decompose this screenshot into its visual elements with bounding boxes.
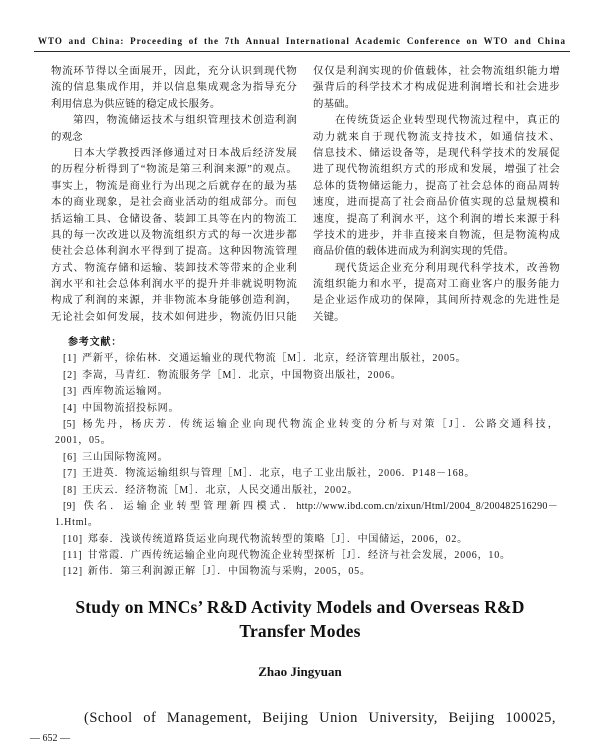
text-line: 总体的货物储运能力，提高了社会总体的商品周转 — [313, 180, 560, 192]
reference-line — [55, 532, 558, 548]
reference-item — [55, 368, 558, 384]
reference-text: 三山国际物流网。 — [82, 451, 169, 463]
reference-item — [55, 499, 558, 532]
text-line: 无论社会如何发展，技术如何进步，物流仍旧只能 — [51, 311, 297, 323]
reference-label: [11] — [63, 550, 83, 562]
reference-label: [4] — [63, 402, 78, 414]
reference-text: 佚名．运输企业转型管理新四模式．http://www.ibd.com.cn/zixun/Html/2004_8/200482516290－ — [80, 500, 558, 512]
text-line: 流的信息集成作用，并以信息集成观念为指导充分 — [51, 82, 297, 94]
text-line: 信息技术、储运设备等，是现代科学技术的发展促 — [313, 147, 560, 159]
text-line: 速度，进而提高了社会商品价值实现的总量规模和 — [313, 197, 560, 209]
reference-item — [55, 417, 558, 450]
reference-line — [55, 450, 558, 466]
paragraph — [313, 113, 560, 261]
text-line: 物流环节得以全面展开，因此，充分认识到现代物 — [51, 66, 297, 77]
reference-item — [55, 483, 558, 499]
reference-text: 2001，05。 — [55, 435, 112, 447]
text-line: 具的每一次改进以及物流组织方式的每一次进步都 — [51, 229, 297, 241]
text-line: 构成了利润的来源，并非物流本身能够创造利润， — [51, 295, 297, 307]
reference-line — [55, 401, 558, 417]
paragraph — [313, 64, 560, 113]
author-name: Zhao Jingyuan — [258, 664, 342, 679]
reference-text: 王庆云．经济物流［M］．北京，人民交通出版社，2002。 — [82, 484, 359, 496]
reference-text: 新伟．第三利润源正解［J］．中国物流与采购，2005，05。 — [87, 566, 371, 578]
reference-label: [2] — [63, 369, 78, 381]
reference-line — [55, 515, 558, 531]
paragraph — [313, 261, 560, 327]
text-line: 在传统货运企业转型现代物流过程中，真正的 — [335, 115, 560, 127]
reference-label: [9] — [63, 500, 76, 512]
text-line: 括运输工具、仓储设备、装卸工具等在内的物流工 — [51, 213, 297, 225]
reference-text: 中国物流招投标网。 — [82, 402, 180, 414]
text-line: 现代货运企业充分利用现代科学技术，改善物 — [335, 262, 560, 274]
references-heading: 参考文献： — [68, 337, 122, 348]
reference-text: 甘常霞．广西传统运输企业向现代物流企业转型探析［J］．经济与社会发展，2006，10。 — [87, 550, 511, 562]
reference-line — [55, 368, 558, 384]
text-line: 本的商业现象，是社会商业活动的组成部分。而包 — [51, 197, 297, 209]
reference-item — [55, 532, 558, 548]
reference-label: [7] — [63, 468, 78, 480]
text-line: 使社会总体利润水平得到了提高。这种因物流管理 — [51, 246, 297, 258]
reference-text: 李嵩，马青红．物流服务学［M］．北京，中国物资出版社，2006。 — [82, 369, 402, 381]
text-line: 日本大学教授西泽修通过对日本战后经济发展 — [73, 147, 297, 159]
running-title: WTO and China: Proceeding of the 7th Annual International Academic Conference on WTO and China — [38, 36, 566, 46]
reference-line — [55, 466, 558, 482]
reference-text: 西库物流运输网。 — [82, 386, 169, 398]
text-line: 事实上，物流是商业行为出现之后就存在的最为基 — [51, 180, 297, 192]
reference-item — [55, 548, 558, 564]
text-line: 学技术的进步，并非直接来自物流，但是物流构成 — [313, 229, 560, 241]
text-line: 的观念 — [51, 131, 83, 143]
text-line: 第四，物流储运技术与组织管理技术创造利润 — [73, 115, 297, 127]
references — [55, 335, 558, 581]
paragraph — [51, 146, 297, 326]
reference-line — [55, 483, 558, 499]
text-line: 的历程分析得到了“物流是第三利润来源”的观点。 — [51, 164, 297, 176]
reference-text: 杨先丹，杨庆芳．传统运输企业向现代物流企业转变的分析与对策［J］．公路交通科技， — [80, 418, 558, 430]
text-line: 的基础。 — [313, 98, 356, 110]
body-right-column — [313, 64, 560, 326]
reference-label: [10] — [63, 533, 83, 545]
text-line: 方式、物流存储和运输、装卸技术等带来的企业利 — [51, 262, 297, 274]
text-line: 流组织能力和水平，提高对工商业客户的服务能力 — [313, 279, 560, 291]
reference-line — [55, 384, 558, 400]
paragraph — [51, 64, 297, 113]
article-title — [0, 595, 600, 643]
reference-item — [55, 384, 558, 400]
reference-text: 郑泰．浅谈传统道路货运业向现代物流转型的策略［J］．中国储运，2006，02。 — [87, 533, 468, 545]
reference-item — [55, 401, 558, 417]
text-line: 强背后的科学技术才构成促进利润增长和社会进步 — [313, 82, 560, 94]
text-line: 动力就来自于现代物流支持技术，如通信技术、 — [313, 131, 560, 143]
reference-item — [55, 564, 558, 580]
page-number: — 652 — — [30, 733, 70, 744]
reference-text: 1.Html。 — [55, 517, 99, 529]
paragraph — [51, 113, 297, 146]
reference-line — [55, 351, 558, 367]
reference-item — [55, 466, 558, 482]
reference-line — [55, 417, 558, 433]
author-affiliation: (School of Management, Beijing Union University, Beijing 100025, — [84, 710, 556, 726]
reference-line — [55, 499, 558, 515]
reference-label: [8] — [63, 484, 78, 496]
text-line: 是企业运作成功的保障，其间所持观念的先进性是 — [313, 295, 560, 307]
reference-label: [1] — [63, 353, 78, 365]
reference-label: [5] — [63, 418, 76, 430]
header-rule — [34, 51, 570, 52]
text-line: 关键。 — [313, 311, 345, 323]
reference-line — [55, 548, 558, 564]
reference-line — [55, 564, 558, 580]
text-line: 商品价值的载体进而成为利润实现的凭借。 — [313, 246, 515, 258]
reference-item — [55, 450, 558, 466]
reference-label: [6] — [63, 451, 78, 463]
reference-label: [12] — [63, 566, 83, 578]
text-line: 仅仅是利润实现的价值载体，社会物流组织能力增 — [313, 66, 560, 77]
reference-text: 严新平，徐佑林．交通运输业的现代物流［M］．北京，经济管理出版社，2005。 — [82, 353, 467, 365]
reference-text: 王进英．物流运输组织与管理［M］．北京，电子工业出版社，2006．P148－168。 — [82, 468, 476, 480]
article-title-line: Transfer Modes — [239, 621, 361, 641]
text-line: 速度，提高了利润水平，这个利润的增长来源于科 — [313, 213, 560, 225]
article-title-line: Study on MNCs’ R&D Activity Models and Overseas R&D — [75, 597, 525, 617]
text-line: 利用信息为供应链的稳定成长服务。 — [51, 98, 221, 110]
body-left-column — [51, 64, 297, 326]
reference-line — [55, 433, 558, 449]
reference-item — [55, 351, 558, 367]
text-line: 进了现代物流组织方式的形成和发展，增强了社会 — [313, 164, 560, 176]
reference-label: [3] — [63, 386, 78, 398]
text-line: 润水平和社会总体利润水平的提升并非就说明物流 — [51, 279, 297, 291]
